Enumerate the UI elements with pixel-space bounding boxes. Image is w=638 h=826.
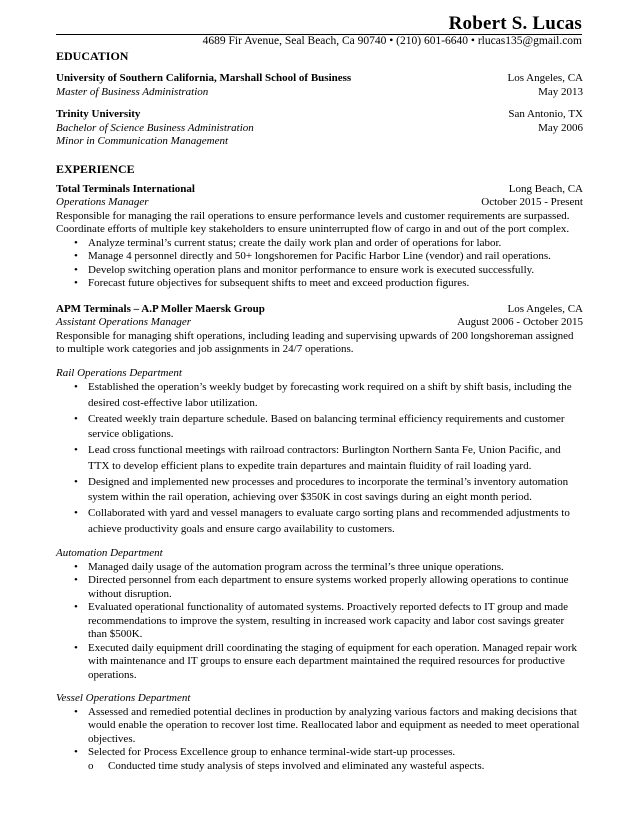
- list-item: • Executed daily equipment drill coordinating the staging of equipment for each operation. Managed repair work with maintenance and IT groups to ensure each department maintained the required resources for productive operations.: [88, 642, 583, 683]
- department-title: Automation Department: [56, 547, 163, 559]
- list-item: • Established the operation’s weekly budget by forecasting work required on a shift by shift basis, including the desired cost-effective labor utilization.: [88, 380, 583, 411]
- list-item: • Develop switching operation plans and monitor performance to ensure work is executed successfully.: [88, 264, 583, 278]
- school-location: San Antonio, TX: [508, 108, 583, 120]
- job-location: Los Angeles, CA: [507, 302, 583, 315]
- job-entry: [56, 303, 583, 774]
- list-item: • Managed daily usage of the automation program across the terminal’s three unique operations.: [88, 561, 583, 575]
- list-item: • Analyze terminal’s current status; create the daily work plan and order of operations for labor.: [88, 237, 583, 251]
- resume-body: [56, 49, 583, 773]
- job-bullets: [56, 237, 583, 291]
- job-location: Long Beach, CA: [508, 182, 583, 195]
- minor: Minor in Communication Management: [56, 135, 229, 147]
- department-title: Vessel Operations Department: [56, 692, 191, 704]
- company-name: APM Terminals – A.P Moller Maersk Group: [56, 302, 265, 315]
- department-bullets: [56, 380, 583, 537]
- school-name: Trinity University: [56, 108, 141, 120]
- list-item: • Created weekly train departure schedule. Based on balancing terminal efficiency requirements and customer service obligations.: [88, 412, 583, 443]
- job-entry: [56, 183, 583, 291]
- list-item: • Designed and implemented new processes and procedures to incorporate the terminal’s inventory automation system within the rail operation, achieving over $350K in cost savings during an eight month period.: [88, 475, 583, 506]
- school-name: University of Southern California, Marshall School of Business: [56, 72, 352, 84]
- list-item: • Assessed and remedied potential declines in production by analyzing various factors and making decisions that would enable the operation to recover lost time. Reallocated labor and equipment as needed to meet operational objectives.: [88, 706, 583, 747]
- department-title: Rail Operations Department: [56, 366, 182, 379]
- sub-bullets: [56, 760, 583, 774]
- candidate-name: Robert S. Lucas: [448, 13, 582, 34]
- contact-line: 4689 Fir Avenue, Seal Beach, Ca 90740 • (210) 601-6640 • rlucas135@gmail.com: [202, 35, 582, 47]
- list-item: • Manage 4 personnel directly and 50+ longshoremen for Pacific Harbor Line (vendor) and rail operations.: [88, 250, 583, 264]
- education-heading: EDUCATION: [56, 49, 129, 63]
- department-bullets: [56, 706, 583, 760]
- list-item: • Evaluated operational functionality of automated systems. Proactively reported defects to IT group and made recommendations to improve the system, resulting in increased work capacity and labor cost savings greater than $500K.: [88, 601, 583, 642]
- job-dates: August 2006 - October 2015: [457, 316, 583, 328]
- degree: Bachelor of Science Business Administration: [56, 121, 254, 134]
- list-item: • Forecast future objectives for subsequent shifts to meet and exceed production figures.: [88, 277, 583, 291]
- job-summary: Responsible for managing the rail operations to ensure performance levels and customer requirements are surpassed. Coordinate efforts of multiple key stakeholders to ensure uninterrupted flow of cargo in and out of the port complex.: [56, 209, 570, 235]
- job-summary: Responsible for managing shift operations, including leading and supervising upwards of 200 longshoreman assigned to multiple work categories and job assignments in 24/7 operations.: [56, 329, 574, 355]
- education-entry: [56, 72, 583, 99]
- degree: Master of Business Administration: [56, 85, 209, 98]
- list-item: o Conducted time study analysis of steps involved and eliminated any wasteful aspects.: [108, 760, 583, 774]
- list-item: • Directed personnel from each department to ensure systems worked properly allowing operations to continue without disruption.: [88, 574, 583, 601]
- department-bullets: [56, 561, 583, 683]
- school-location: Los Angeles, CA: [507, 72, 583, 84]
- job-role: Assistant Operations Manager: [56, 316, 192, 328]
- graduation-date: May 2006: [538, 121, 583, 134]
- list-item: • Lead cross functional meetings with railroad contractors: Burlington Northern Santa Fe, Union Pacific, and TTX to develop efficient plans to expedite train departures and maintain fluidity of rail loading yard.: [88, 443, 583, 474]
- experience-heading: EXPERIENCE: [56, 161, 135, 176]
- company-name: Total Terminals International: [56, 182, 195, 195]
- job-dates: October 2015 - Present: [481, 196, 583, 208]
- job-role: Operations Manager: [56, 196, 149, 208]
- education-entry: [56, 108, 583, 149]
- graduation-date: May 2013: [538, 85, 583, 98]
- list-item: • Collaborated with yard and vessel managers to evaluate cargo sorting plans and recommended adjustments to achieve productivity goals and ensure cargo availability to customers.: [88, 506, 583, 537]
- list-item: • Selected for Process Excellence group to enhance terminal-wide start-up processes.: [88, 746, 583, 760]
